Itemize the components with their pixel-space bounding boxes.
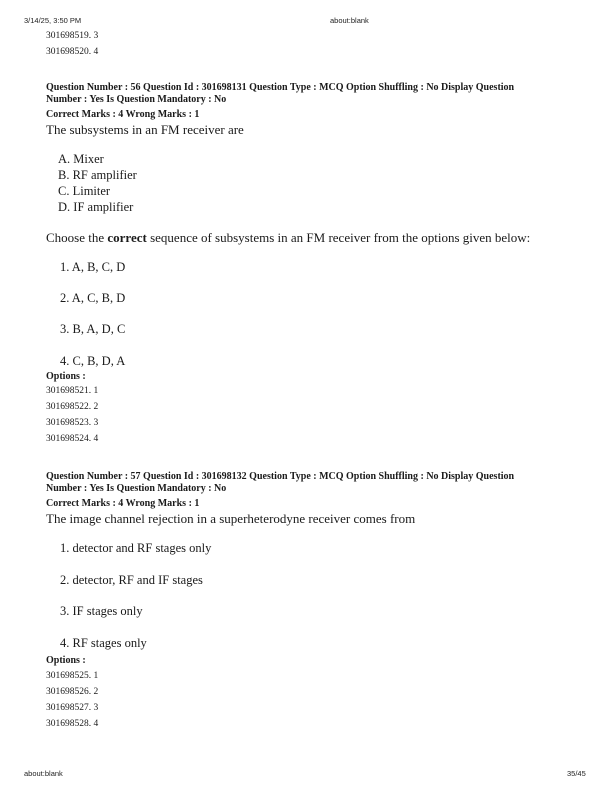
option-id: 301698519. 3: [46, 31, 99, 41]
instruction-text: Choose the correct sequence of subsystems in an FM receiver from the options given below:: [46, 230, 531, 245]
answer-choice: 3. B, A, D, C: [60, 322, 126, 336]
option-id: 301698527. 3: [46, 703, 99, 713]
answer-choice: 1. A, B, C, D: [60, 260, 126, 274]
marks-line: Correct Marks : 4 Wrong Marks : 1: [46, 109, 200, 120]
options-label: Options :: [46, 655, 86, 666]
subsystem-item: D. IF amplifier: [58, 200, 134, 214]
question-meta-cont: Number : Yes Is Question Mandatory : No: [46, 94, 227, 105]
answer-choice: 3. IF stages only: [60, 604, 143, 618]
print-page-number: 35/45: [567, 769, 586, 778]
print-page-title: about:blank: [330, 16, 369, 25]
option-id: 301698521. 1: [46, 386, 99, 396]
answer-choice: 2. A, C, B, D: [60, 291, 126, 305]
question-meta-cont: Number : Yes Is Question Mandatory : No: [46, 483, 227, 494]
question-text: The subsystems in an FM receiver are: [46, 122, 244, 137]
option-id: 301698525. 1: [46, 671, 99, 681]
question-meta: Question Number : 57 Question Id : 301698132 Question Type : MCQ Option Shuffling : No Display Question: [46, 471, 515, 482]
subsystem-item: A. Mixer: [58, 152, 104, 166]
options-label: Options :: [46, 371, 86, 382]
option-id: 301698526. 2: [46, 687, 99, 697]
question-meta: Question Number : 56 Question Id : 301698131 Question Type : MCQ Option Shuffling : No Display Question: [46, 82, 515, 93]
answer-choice: 2. detector, RF and IF stages: [60, 573, 203, 587]
print-footer-url: about:blank: [24, 769, 63, 778]
option-id: 301698523. 3: [46, 418, 99, 428]
answer-choice: 4. RF stages only: [60, 636, 147, 650]
print-datetime: 3/14/25, 3:50 PM: [24, 16, 82, 25]
option-id: 301698528. 4: [46, 719, 99, 729]
marks-line: Correct Marks : 4 Wrong Marks : 1: [46, 498, 200, 509]
subsystem-item: B. RF amplifier: [58, 168, 137, 182]
answer-choice: 1. detector and RF stages only: [60, 541, 212, 555]
subsystem-item: C. Limiter: [58, 184, 111, 198]
option-id: 301698524. 4: [46, 434, 99, 444]
option-id: 301698520. 4: [46, 47, 99, 57]
instruction-emphasis: correct: [107, 230, 147, 245]
question-text: The image channel rejection in a superheterodyne receiver comes from: [46, 511, 416, 526]
option-id: 301698522. 2: [46, 402, 99, 412]
answer-choice: 4. C, B, D, A: [60, 354, 126, 368]
